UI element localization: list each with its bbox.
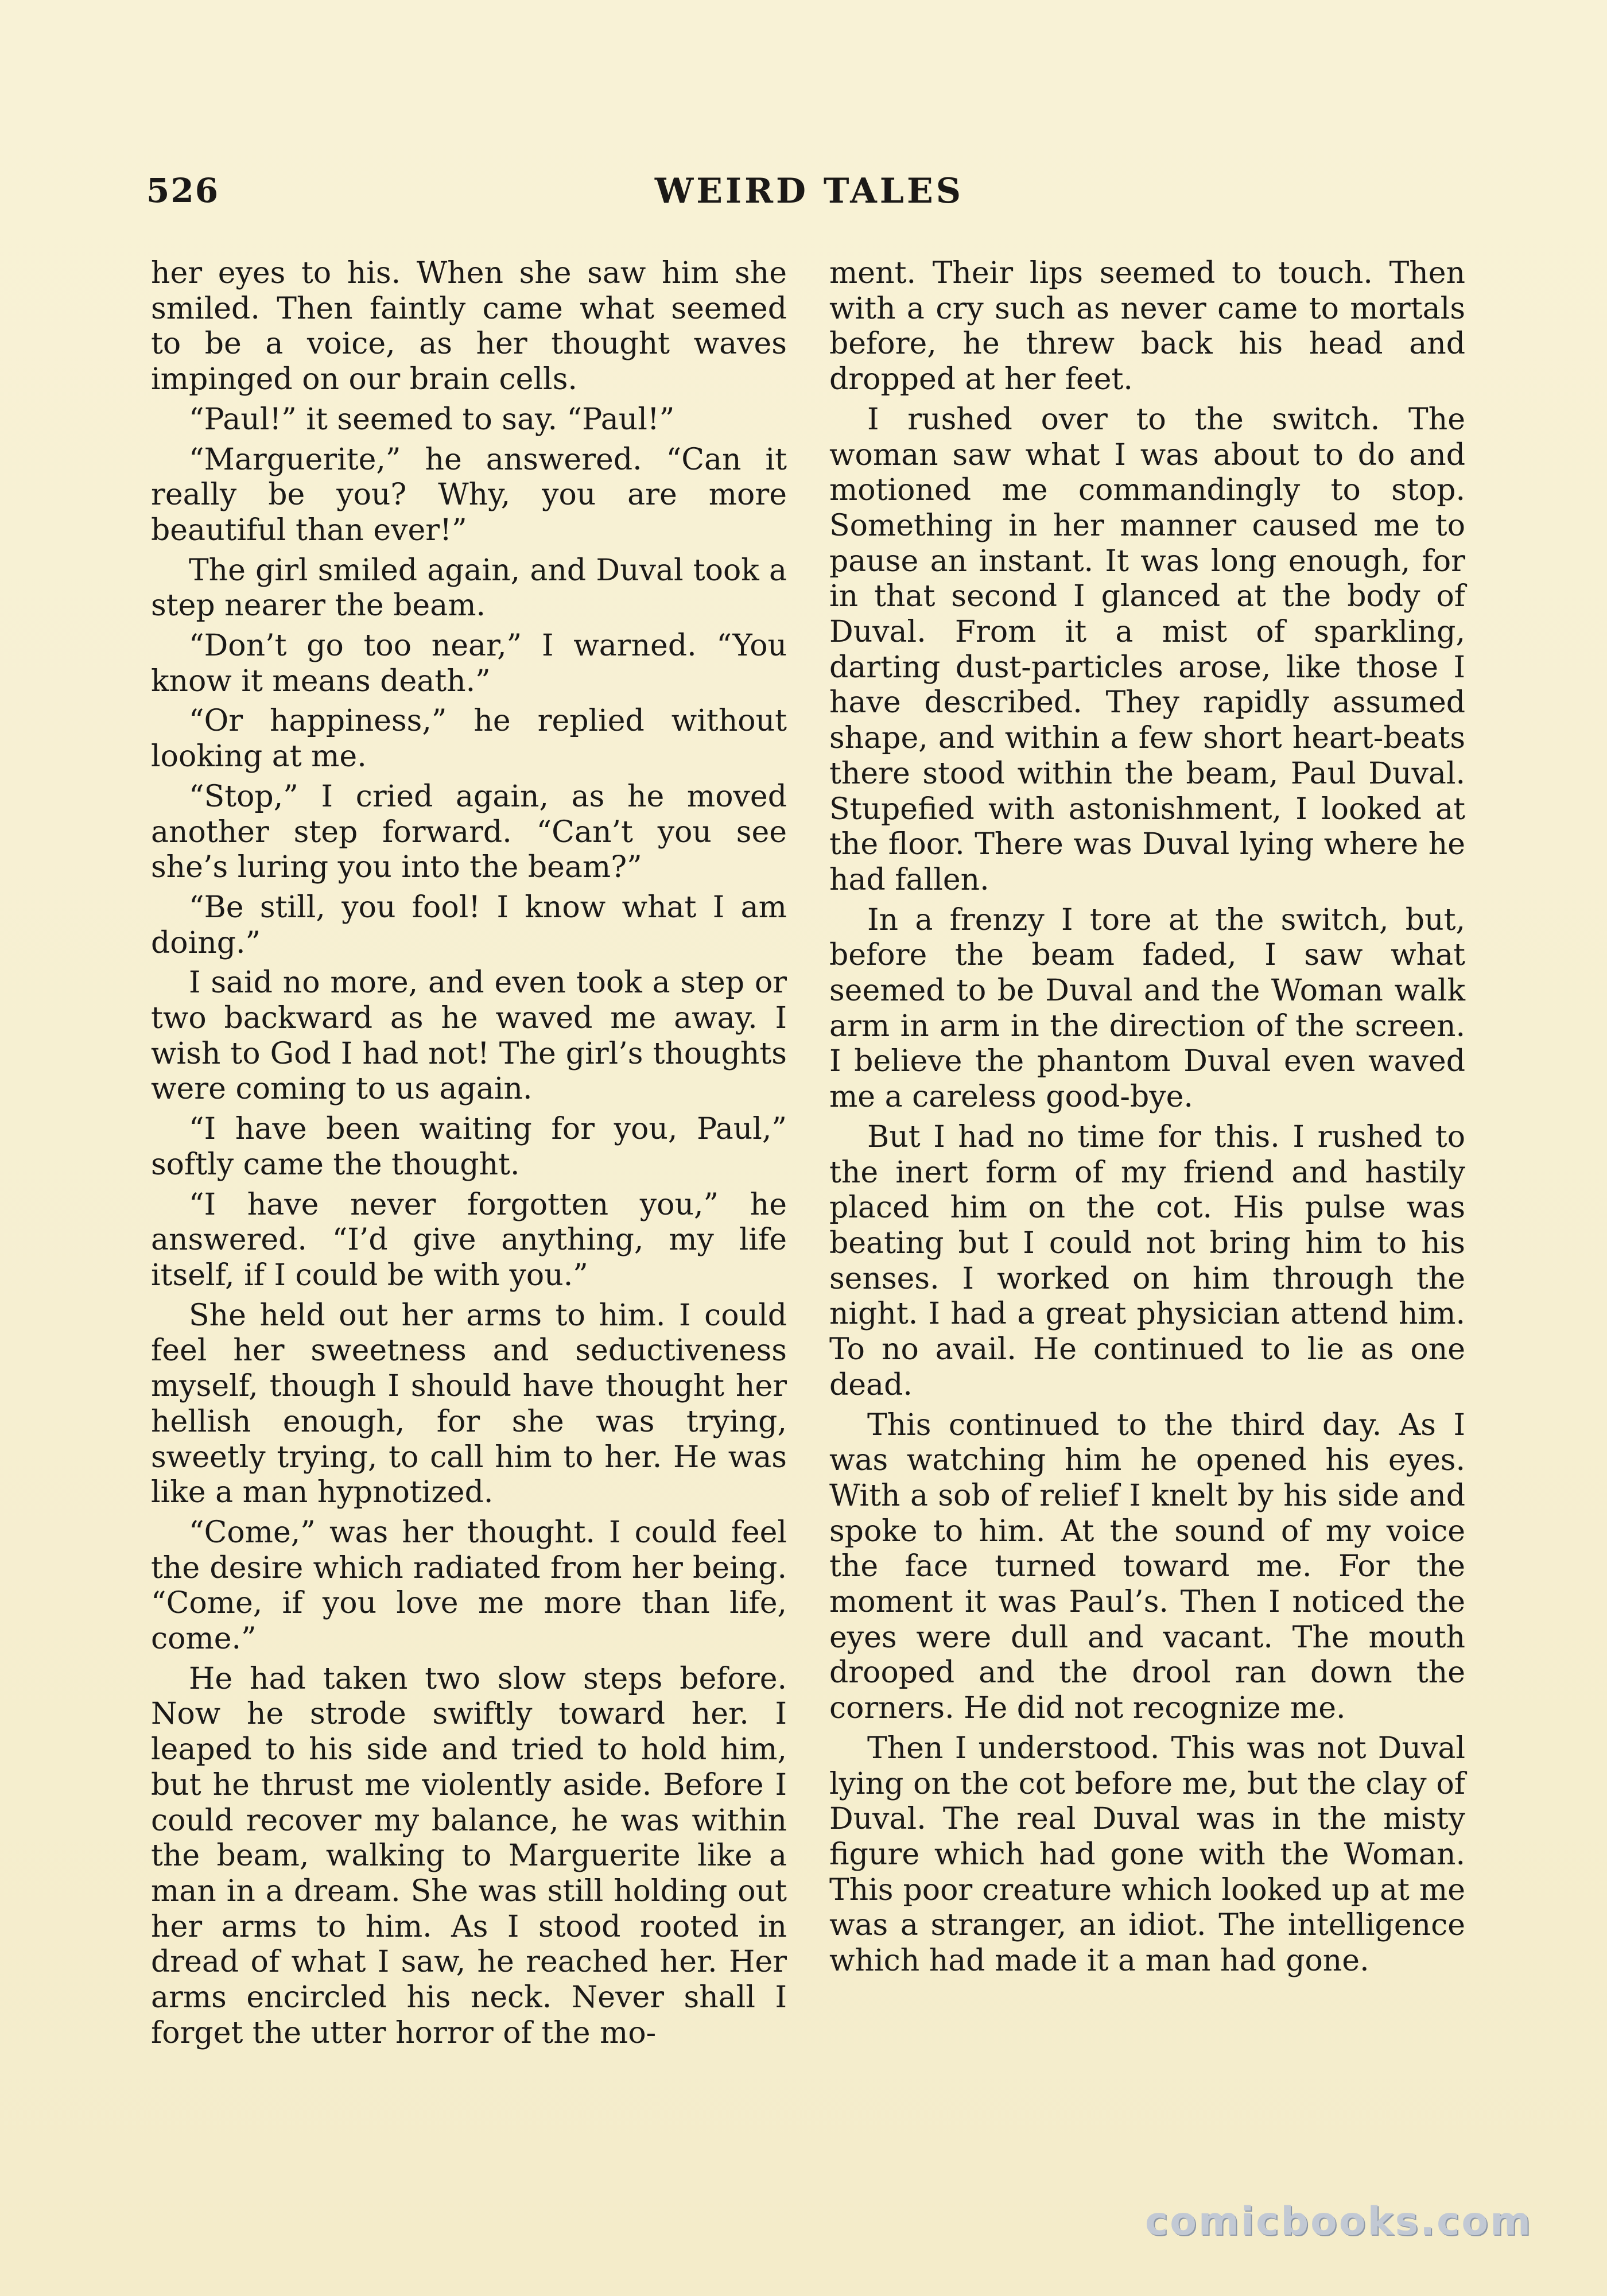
- paragraph: “I have been waiting for you, Paul,” softly came the thought.: [151, 1112, 787, 1182]
- paragraph: “Come,” was her thought. I could feel the desire which radiated from her being. “Come, if you love me more than life, come.”: [151, 1515, 787, 1657]
- paragraph: In a frenzy I tore at the switch, but, before the beam faded, I saw what seemed to be Duval and the Woman walk arm in arm in the direction of the screen. I believe the phantom Duval even waved me a careless good-bye.: [829, 902, 1465, 1115]
- paragraph: “Stop,” I cried again, as he moved another step forward. “Can’t you see she’s luring you into the beam?”: [151, 779, 787, 885]
- site-watermark: comicbooks.com: [1144, 2199, 1532, 2244]
- paragraph: Then I understood. This was not Duval lying on the cot before me, but the clay of Duval. The real Duval was in the misty figure which had gone with the Woman. This poor creature which looked up at me was a stranger, an idiot. The intelligence which had made it a man had gone.: [829, 1731, 1465, 1979]
- paragraph: I said no more, and even took a step or two backward as he waved me away. I wish to God I had not! The girl’s thoughts were coming to us again.: [151, 965, 787, 1107]
- paragraph: But I had no time for this. I rushed to the inert form of my friend and hastily placed him on the cot. His pulse was beating but I could not bring him to his senses. I worked on him through the night. I had a great physician attend him. To no avail. He continued to lie as one dead.: [829, 1119, 1465, 1402]
- paragraph: I rushed over to the switch. The woman saw what I was about to do and motioned me commandingly to stop. Something in her manner caused me to pause an instant. It was long enough, for in that second I glanced at the body of Duval. From it a mist of sparkling, darting dust-particles arose, like those I have described. They rapidly assumed shape, and within a few short heart-beats there stood within the beam, Paul Duval. Stupefied with astonishment, I looked at the floor. There was Duval lying where he had fallen.: [829, 402, 1465, 897]
- paragraph: ment. Their lips seemed to touch. Then with a cry such as never came to mortals before, he threw back his head and dropped at her feet.: [829, 256, 1465, 397]
- paragraph: “Paul!” it seemed to say. “Paul!”: [189, 402, 675, 437]
- running-head: WEIRD TALES: [654, 171, 964, 211]
- paragraph: The girl smiled again, and Duval took a step nearer the beam.: [151, 553, 787, 623]
- paragraph: This continued to the third day. As I was watching him he opened his eyes. With a sob of relief I knelt by his side and spoke to him. At the sound of my voice the face turned toward me. For the moment it was Paul’s. Then I noticed the eyes were dull and vacant. The mouth drooped and the drool ran down the corners. He did not recognize me.: [829, 1407, 1465, 1726]
- paragraph: “Don’t go too near,” I warned. “You know it means death.”: [151, 629, 787, 699]
- page-number: 526: [146, 171, 220, 210]
- paragraph: “Be still, you fool! I know what I am doing.”: [151, 890, 787, 960]
- paragraph: “I have never forgotten you,” he answered. “I’d give anything, my life itself, if I could be with you.”: [151, 1187, 787, 1293]
- page-header: [146, 171, 1472, 217]
- paragraph: “Marguerite,” he answered. “Can it really be you? Why, you are more beautiful than ever!”: [151, 442, 787, 548]
- paragraph: He had taken two slow steps before. Now he strode swiftly toward her. I leaped to his side and tried to hold him, but he thrust me violently aside. Before I could recover my balance, he was within the beam, walking to Marguerite like a man in a dream. She was still holding out her arms to him. As I stood rooted in dread of what I saw, he reached her. Her arms encircled his neck. Never shall I forget the utter horror of the mo-: [151, 1661, 787, 2050]
- text-column-left: [151, 256, 787, 2051]
- paragraph: “Or happiness,” he replied without looking at me.: [151, 704, 787, 774]
- paragraph: her eyes to his. When she saw him she smiled. Then faintly came what seemed to be a voice, as her thought waves impinged on our brain cells.: [151, 256, 787, 397]
- paragraph: She held out her arms to him. I could feel her sweetness and seductiveness myself, though I should have thought her hellish enough, for she was trying, sweetly trying, to call him to her. He was like a man hypnotized.: [151, 1298, 787, 1510]
- text-column-right: [829, 256, 1465, 1979]
